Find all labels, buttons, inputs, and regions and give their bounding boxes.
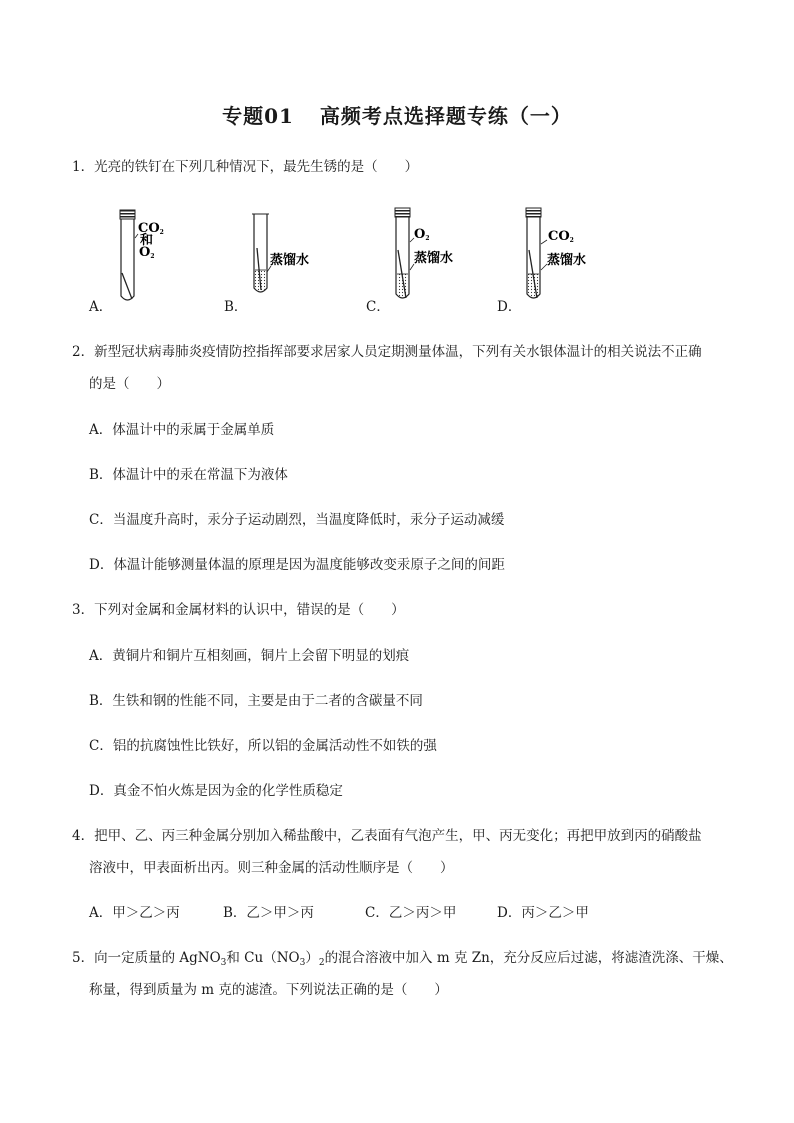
- q3-option-b: B．生铁和钢的性能不同，主要是由于二者的含碳量不同: [89, 693, 423, 709]
- question-2-stem-cont: 的是（ ）: [89, 376, 170, 392]
- question-2-stem: 2．新型冠状病毒肺炎疫情防控指挥部要求居家人员定期测量体温，下列有关水银体温计的相关说法不正确: [72, 344, 702, 360]
- question-1-stem: 1．光亮的铁钉在下列几种情况下，最先生锈的是（ ）: [72, 159, 419, 175]
- q2-option-d: D．体温计能够测量体温的原理是因为温度能够改变汞原子之间的间距: [89, 557, 505, 573]
- question-5-stem: 5．向一定质量的 AgNO$_3$和 $Cu(NO_3)_2$的混合溶液中加入 m 克 Zn，充分反应后过滤，将滤渣洗涤、干燥、: [72, 950, 733, 968]
- q3-option-c: C．铝的抗腐蚀性比铁好，所以铝的金属活动性不如铁的强: [89, 738, 437, 754]
- question-5-stem-cont: 称量，得到质量为 m 克的滤渣。下列说法正确的是（ ）: [89, 982, 448, 998]
- tube-c-label-water: 蒸馏水: [414, 251, 454, 266]
- q4-option-a: A．甲＞乙＞丙: [89, 905, 180, 921]
- tube-a-label-and: 和: [140, 233, 154, 248]
- q2-option-a: A．体温计中的汞属于金属单质: [89, 422, 275, 438]
- tube-a: [120, 210, 164, 300]
- question-4-stem-cont: 溶液中，甲表面析出丙。则三种金属的活动性顺序是（ ）: [89, 860, 454, 876]
- tube-b-label-water: 蒸馏水: [270, 253, 310, 268]
- question-1-figure: [80, 198, 640, 318]
- q1-option-d-label: D．: [497, 299, 522, 315]
- tube-c: [395, 208, 453, 298]
- tube-a-label-o2: O2: [139, 245, 155, 260]
- q4-option-c: C．乙＞丙＞甲: [365, 905, 457, 921]
- question-3-stem: 3．下列对金属和金属材料的认识中，错误的是（ ）: [72, 602, 405, 618]
- q4-option-b: B．乙＞甲＞丙: [223, 905, 314, 921]
- test-tubes-diagram: [80, 198, 640, 318]
- page-title: [0, 100, 794, 129]
- tube-d-label-water: 蒸馏水: [547, 253, 587, 268]
- q1-option-a-label: A．: [89, 299, 113, 315]
- q4-option-d: D．丙＞乙＞甲: [497, 905, 589, 921]
- q2-option-b: B．体温计中的汞在常温下为液体: [89, 467, 288, 483]
- q2-option-c: C．当温度升高时，汞分子运动剧烈，当温度降低时，汞分子运动减缓: [89, 512, 505, 528]
- tube-a-stopper: [120, 210, 135, 219]
- tube-c-label-o2: O2: [414, 227, 430, 242]
- q3-option-a: A．黄铜片和铜片互相刻画，铜片上会留下明显的划痕: [89, 648, 410, 664]
- title-topic-name: 高频考点选择题专练（一）: [319, 104, 572, 128]
- q3-option-d: D．真金不怕火炼是因为金的化学性质稳定: [89, 783, 343, 799]
- question-4-stem: 4．把甲、乙、丙三种金属分别加入稀盐酸中，乙表面有气泡产生，甲、丙无变化；再把甲放到丙的硝酸盐: [72, 828, 702, 844]
- q1-option-b-label: B．: [224, 299, 248, 315]
- title-topic-number: 专题01: [222, 104, 294, 128]
- q1-option-c-label: C．: [366, 299, 390, 315]
- tube-b: [252, 214, 309, 292]
- tube-a-nail: [122, 273, 132, 299]
- tube-a-label-co2: CO2: [138, 221, 164, 236]
- tube-c-stopper: [395, 208, 410, 217]
- tube-d: [526, 208, 586, 298]
- tube-d-stopper: [526, 208, 541, 217]
- tube-d-label-co2: CO2: [548, 229, 574, 244]
